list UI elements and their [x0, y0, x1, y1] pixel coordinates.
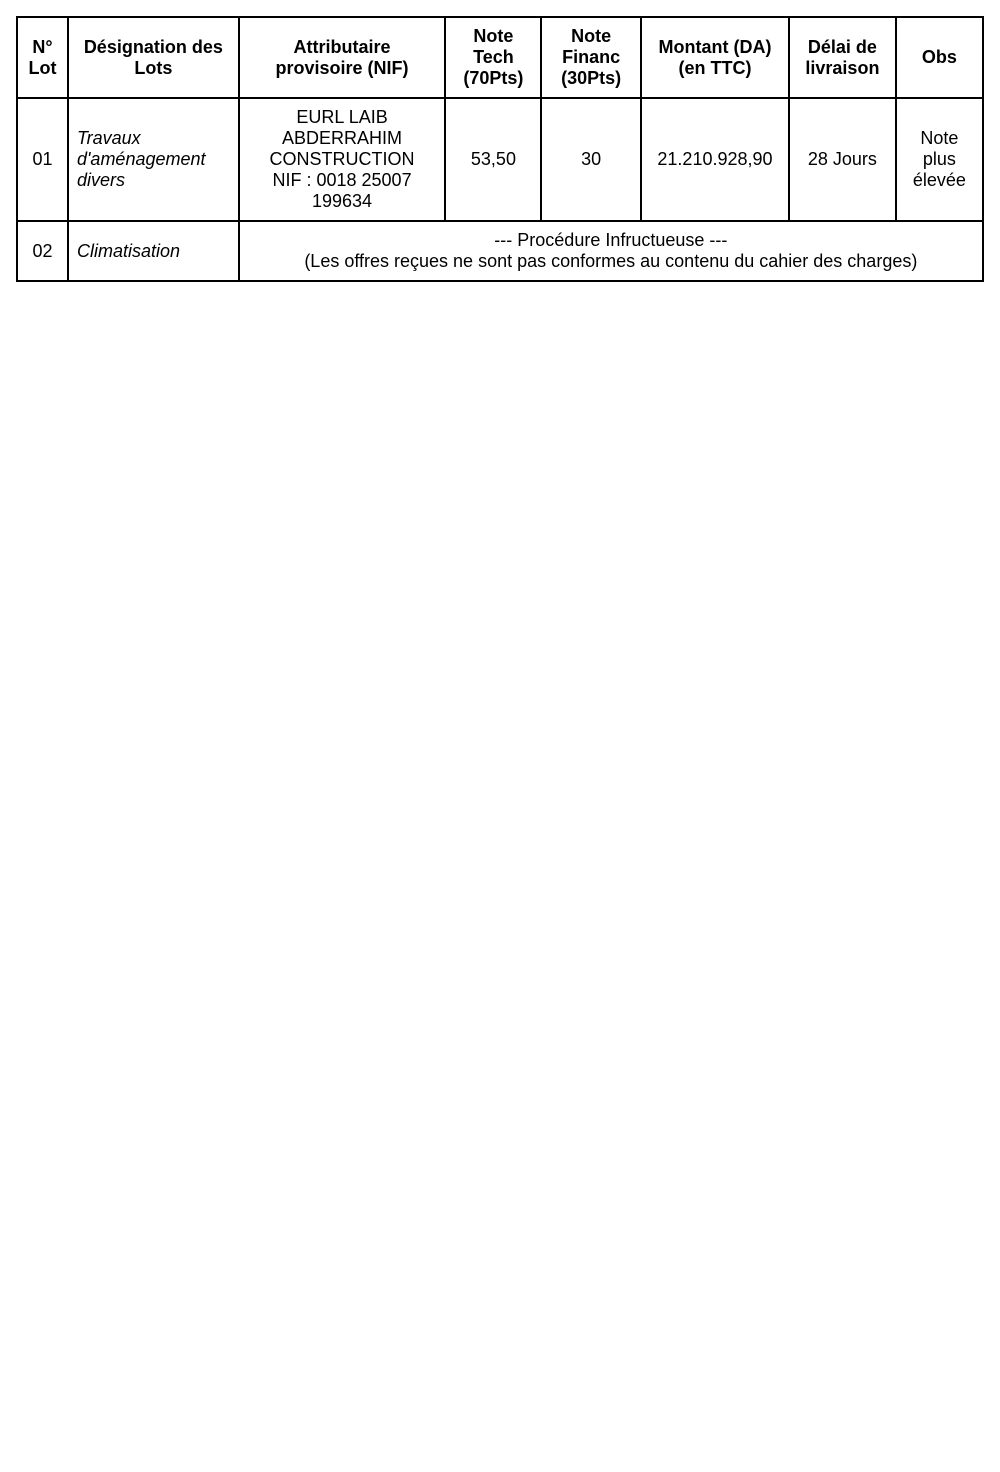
lots-table [16, 16, 984, 282]
lot-number: 02 [17, 221, 68, 281]
lot-designation: Climatisation [68, 221, 239, 281]
col-obs: Obs [896, 17, 983, 98]
col-designation: Désignation des Lots [68, 17, 239, 98]
table-row [17, 98, 983, 221]
col-note-financ: Note Financ (30Pts) [541, 17, 640, 98]
table-row [17, 221, 983, 281]
lot-designation: Travaux d'aménagement divers [68, 98, 239, 221]
attributaire-nif: NIF : 0018 25007 199634 [272, 170, 412, 211]
col-montant: Montant (DA) (en TTC) [641, 17, 789, 98]
lot-delai: 28 Jours [789, 98, 896, 221]
lot-number: 01 [17, 98, 68, 221]
lot-note-tech: 53,50 [445, 98, 541, 221]
lot-montant: 21.210.928,90 [641, 98, 789, 221]
lot-attributaire [239, 98, 446, 221]
col-delai: Délai de livraison [789, 17, 896, 98]
infructueuse-label: --- Procédure Infructueuse --- [494, 230, 728, 250]
col-note-tech: Note Tech (70Pts) [445, 17, 541, 98]
lot-obs: Note plus élevée [896, 98, 983, 221]
table-header-row [17, 17, 983, 98]
col-attributaire: Attributaire provisoire (NIF) [239, 17, 446, 98]
infructueuse-motif: (Les offres reçues ne sont pas conformes au contenu du cahier des charges) [304, 251, 918, 271]
col-lot: N° Lot [17, 17, 68, 98]
lot-note-financ: 30 [541, 98, 640, 221]
lot-infructueuse [239, 221, 983, 281]
attributaire-name: EURL LAIB ABDERRAHIM CONSTRUCTION [269, 107, 415, 169]
